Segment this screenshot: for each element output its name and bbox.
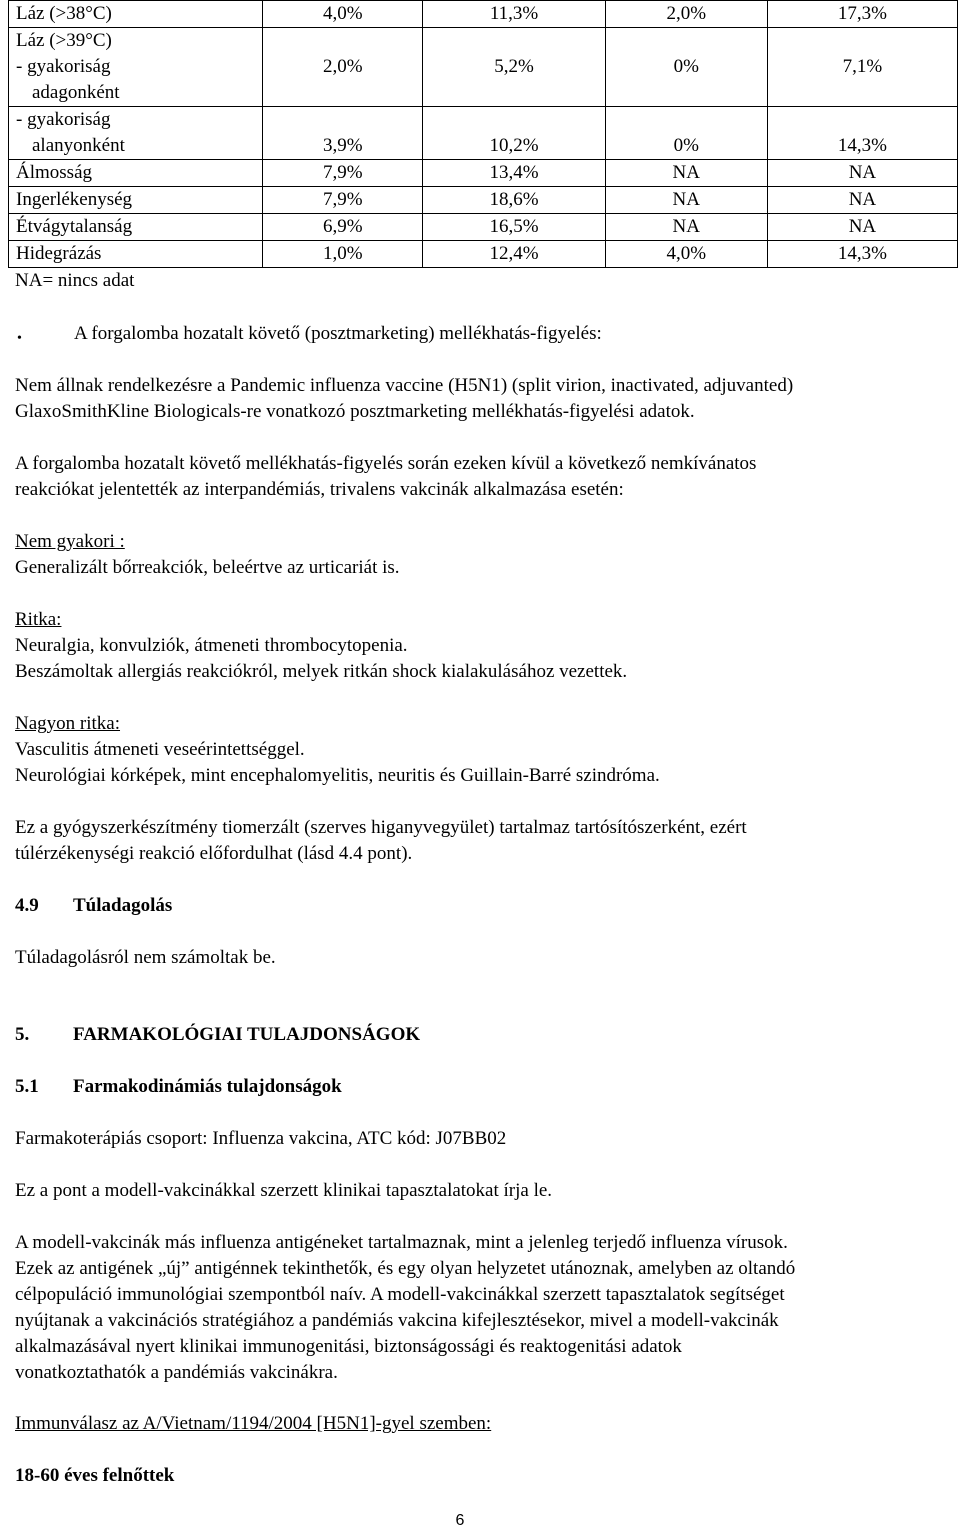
section-5-title: FARMAKOLÓGIAI TULAJDONSÁGOK <box>73 1024 421 1045</box>
age-group-heading: 18-60 éves felnőttek <box>15 1465 175 1486</box>
section-4-9-heading <box>15 893 172 919</box>
para3-line1: Ez a gyógyszerkészítmény tiomerzált (szerves higanyvegyület) tartalmaz tartósítószerként, ezért <box>15 817 747 838</box>
row-label <box>9 160 263 187</box>
section-4-9-text: Túladagolásról nem számoltak be. <box>15 947 276 968</box>
table-cell: 7,1% <box>767 28 957 107</box>
section-5-number: 5. <box>15 1024 30 1045</box>
para5-line4: nyújtanak a vakcinációs stratégiához a pandémiás vakcina kifejlesztésekor, mivel a modell-vakcinák <box>15 1310 779 1331</box>
bullet-icon: • <box>17 331 22 346</box>
row-label-line: Láz (>39°C) <box>16 30 112 51</box>
table-cell: NA <box>605 187 767 214</box>
table-cell: 11,3% <box>423 1 605 28</box>
table-cell: 13,4% <box>423 160 605 187</box>
pharmacotherapeutic-group: Farmakoterápiás csoport: Influenza vakcina, ATC kód: J07BB02 <box>15 1128 507 1149</box>
para5-line1: A modell-vakcinák más influenza antigéneket tartalmaznak, mint a jelenleg terjedő influenza vírusok. <box>15 1232 788 1253</box>
table-row <box>9 214 958 241</box>
table-row <box>9 160 958 187</box>
table-cell: NA <box>767 214 957 241</box>
adverse-events-table <box>8 0 958 268</box>
very-rare-line2: Neurológiai kórképek, mint encephalomyelitis, neuritis és Guillain-Barré szindróma. <box>15 765 660 786</box>
para1-line1: Nem állnak rendelkezésre a Pandemic influenza vaccine (H5N1) (split virion, inactivated, adjuvanted) <box>15 375 794 396</box>
row-label <box>9 107 263 160</box>
bullet-text: A forgalomba hozatalt követő (posztmarketing) mellékhatás-figyelés: <box>74 323 602 344</box>
para2-line2: reakciókat jelentették az interpandémiás, trivalens vakcinák alkalmazása esetén: <box>15 479 624 500</box>
rare-heading: Ritka: <box>15 609 62 630</box>
table-cell: 10,2% <box>423 107 605 160</box>
row-label <box>9 214 263 241</box>
table-cell: 0% <box>605 107 767 160</box>
para5-line3: célpopuláció immunológiai szempontból naív. A modell-vakcinákkal szerzett tapasztalatok segítséget <box>15 1284 785 1305</box>
table-cell: 1,0% <box>263 241 423 268</box>
row-label-line: - gyakoriság <box>16 109 111 130</box>
uncommon-line: Generalizált bőrreakciók, beleértve az urticariát is. <box>15 557 400 578</box>
table-cell: 0% <box>605 28 767 107</box>
table-cell: 3,9% <box>263 107 423 160</box>
rare-line1: Neuralgia, konvulziók, átmeneti thrombocytopenia. <box>15 635 408 656</box>
para3-line2: túlérzékenységi reakció előfordulhat (lásd 4.4 pont). <box>15 843 413 864</box>
table-cell: 2,0% <box>605 1 767 28</box>
table-cell: 4,0% <box>263 1 423 28</box>
table-cell: 2,0% <box>263 28 423 107</box>
para4: Ez a pont a modell-vakcinákkal szerzett klinikai tapasztalatokat írja le. <box>15 1180 553 1201</box>
row-label-line: - gyakoriság <box>16 56 111 77</box>
table-cell: NA <box>605 160 767 187</box>
table-cell: NA <box>767 160 957 187</box>
row-label-line: Álmosság <box>16 162 92 183</box>
section-5-1-title: Farmakodinámiás tulajdonságok <box>73 1076 342 1097</box>
row-label <box>9 241 263 268</box>
row-label-line: adagonként <box>32 82 120 103</box>
table-cell: 7,9% <box>263 187 423 214</box>
section-4-9-number: 4.9 <box>15 895 39 916</box>
table-cell: 16,5% <box>423 214 605 241</box>
rare-line2: Beszámoltak allergiás reakciókról, melyek ritkán shock kialakulásához vezettek. <box>15 661 628 682</box>
para5-line6: vonatkoztathatók a pandémiás vakcinákra. <box>15 1362 338 1383</box>
section-5-heading <box>15 1022 420 1048</box>
table-cell: 5,2% <box>423 28 605 107</box>
immunresponse-heading: Immunválasz az A/Vietnam/1194/2004 [H5N1]-gyel szemben: <box>15 1413 492 1434</box>
para1-line2: GlaxoSmithKline Biologicals-re vonatkozó posztmarketing mellékhatás-figyelési adatok. <box>15 401 695 422</box>
para2-line1: A forgalomba hozatalt követő mellékhatás-figyelés során ezeken kívül a következő nemkívánatos <box>15 453 757 474</box>
para5-line5: alkalmazásával nyert klinikai immunogenitási, biztonságossági és reaktogenitási adatok <box>15 1336 682 1357</box>
table-cell: 14,3% <box>767 241 957 268</box>
table-row <box>9 241 958 268</box>
row-label <box>9 28 263 107</box>
table-cell: 4,0% <box>605 241 767 268</box>
page-number: 6 <box>455 1512 465 1529</box>
row-label-line: Hidegrázás <box>16 243 102 264</box>
uncommon-heading: Nem gyakori : <box>15 531 125 552</box>
section-5-1-number: 5.1 <box>15 1076 39 1097</box>
row-label <box>9 187 263 214</box>
row-label-line: Láz (>38°C) <box>16 3 112 24</box>
section-4-9-title: Túladagolás <box>73 895 173 916</box>
table-row <box>9 28 958 107</box>
row-label <box>9 1 263 28</box>
section-5-1-heading <box>15 1074 342 1100</box>
para5-line2: Ezek az antigének „új” antigénnek tekinthetők, és egy olyan helyzetet utánoznak, amelyben az oltandó <box>15 1258 796 1279</box>
table-row <box>9 1 958 28</box>
table-cell: NA <box>767 187 957 214</box>
row-label-line: Ingerlékenység <box>16 189 133 210</box>
very-rare-line1: Vasculitis átmeneti veseérintettséggel. <box>15 739 305 760</box>
table-cell: 12,4% <box>423 241 605 268</box>
very-rare-heading: Nagyon ritka: <box>15 713 121 734</box>
row-label-line: alanyonként <box>32 135 125 156</box>
table-cell: 6,9% <box>263 214 423 241</box>
table-cell: 18,6% <box>423 187 605 214</box>
table-cell: 7,9% <box>263 160 423 187</box>
row-label-line: Étvágytalanság <box>16 216 133 237</box>
table-cell: 17,3% <box>767 1 957 28</box>
table-cell: NA <box>605 214 767 241</box>
table-row <box>9 107 958 160</box>
table-footnote: NA= nincs adat <box>15 270 135 291</box>
table-row <box>9 187 958 214</box>
table-cell: 14,3% <box>767 107 957 160</box>
